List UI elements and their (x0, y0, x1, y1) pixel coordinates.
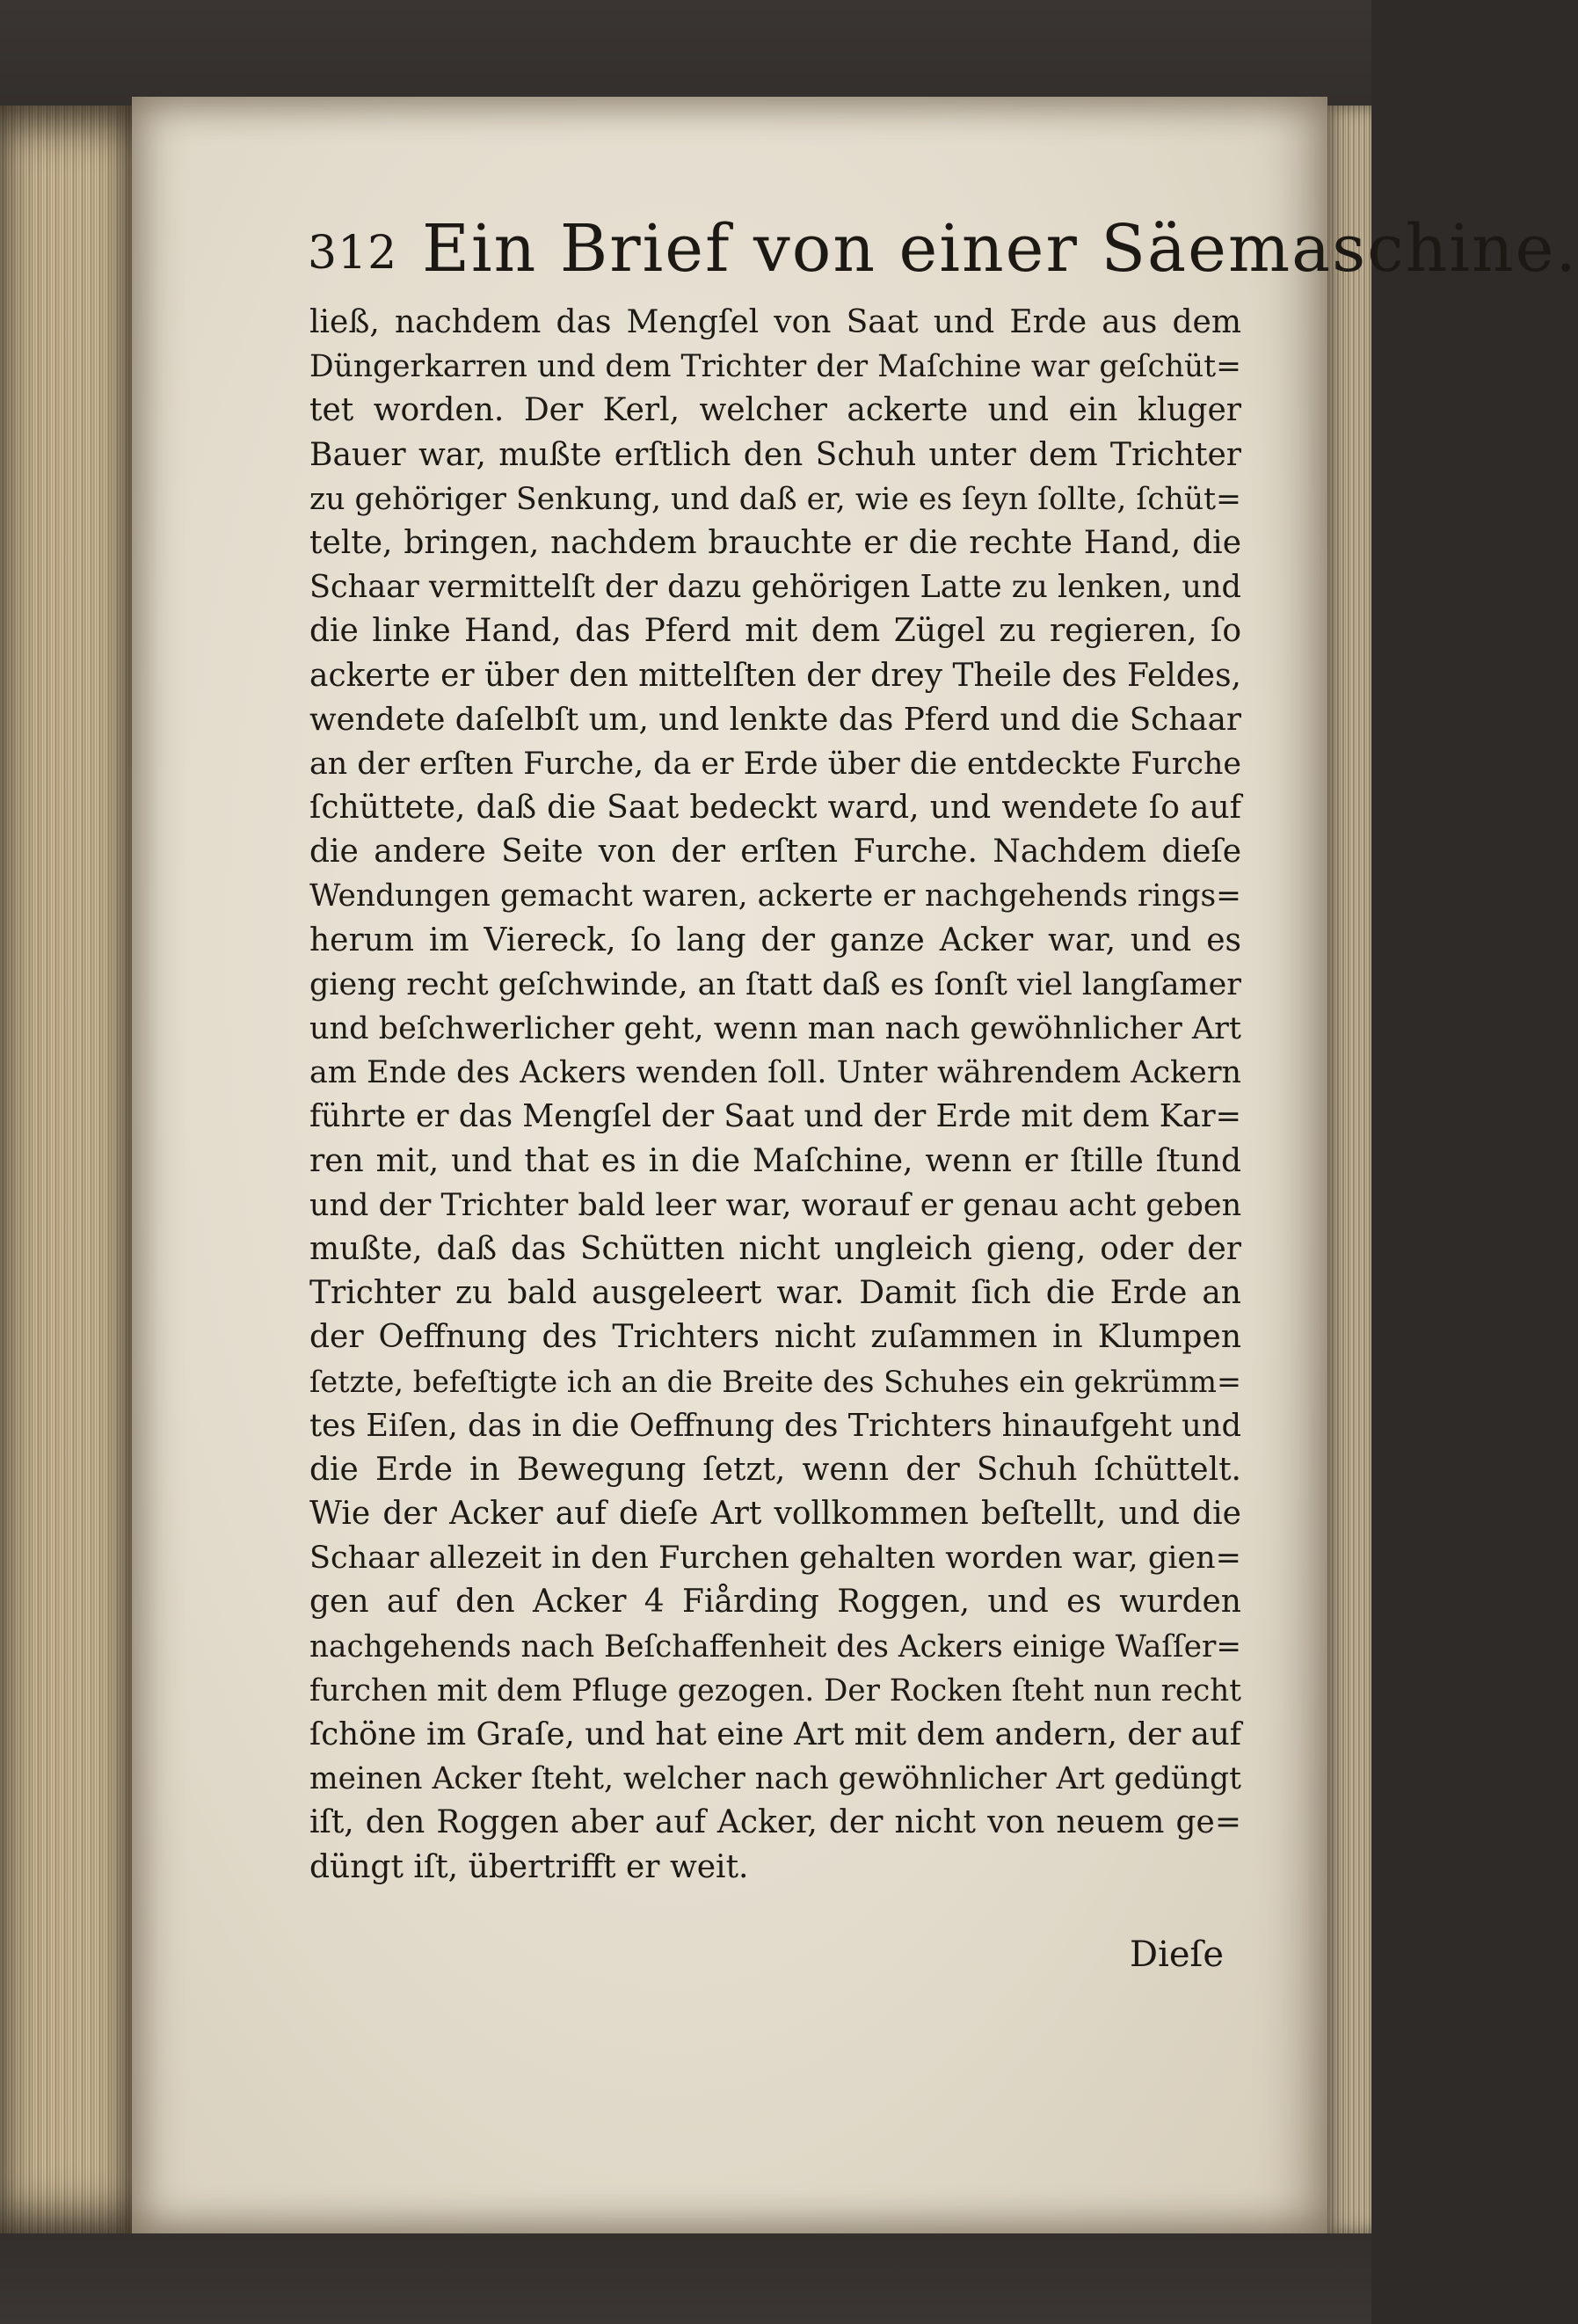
text-line: gieng recht geſchwinde, an ſtatt daß es ſonſt viel langſamer (309, 966, 1241, 1002)
text-line: an der erſten Furche, da er Erde über die entdeckte Furche (309, 746, 1241, 782)
text-line: am Ende des Ackers wenden ſoll. Unter währendem Ackern (309, 1055, 1241, 1091)
text-line: ließ, nachdem das Mengſel von Saat und Erde aus dem (309, 304, 1241, 340)
text-line: die linke Hand, das Pferd mit dem Zügel zu regieren, ſo (309, 613, 1241, 650)
text-line: ſetzte, befeſtigte ich an die Breite des Schuhes ein gekrümm= (309, 1364, 1241, 1399)
text-line: düngt iſt, übertrifft er weit. (309, 1848, 749, 1885)
text-line: und beſchwerlicher geht, wenn man nach gewöhnlicher Art (309, 1010, 1241, 1046)
text-line: furchen mit dem Pfluge gezogen. Der Rocken ſteht nun recht (309, 1672, 1241, 1708)
text-line: die andere Seite von der erſten Furche. Nachdem dieſe (309, 834, 1241, 871)
catchword: Dieſe (1130, 1934, 1225, 1975)
text-line: Schaar allezeit in den Furchen gehalten worden war, gien= (309, 1541, 1241, 1577)
text-line: iſt, den Roggen aber auf Acker, der nicht von neuem ge= (309, 1804, 1241, 1841)
text-line: nachgehends nach Beſchaffenheit des Ackers einige Waſſer= (309, 1628, 1241, 1665)
text-line: Wie der Acker auf dieſe Art vollkommen beſtellt, und die (309, 1496, 1241, 1533)
text-line: Schaar vermittelſt der dazu gehörigen Latte zu lenken, und (309, 569, 1241, 606)
text-line: Düngerkarren und dem Trichter der Maſchine war geſchüt= (309, 349, 1241, 385)
text-line: mußte, daß das Schütten nicht ungleich gieng, oder der (309, 1230, 1241, 1267)
text-line: telte, bringen, nachdem brauchte er die rechte Hand, die (309, 524, 1241, 561)
text-line: herum im Viereck, ſo lang der ganze Acker war, und es (309, 922, 1241, 958)
body-text (309, 301, 1241, 1890)
text-line: Wendungen gemacht waren, ackerte er nachgehends rings= (309, 878, 1241, 914)
page-number: 312 (308, 227, 398, 280)
text-line: ſchüttete, daß die Saat bedeckt ward, und wendete ſo auf (309, 790, 1241, 827)
running-title: Ein Brief von einer Säemaschine. (422, 211, 1578, 287)
text-line: gen auf den Acker 4 Fiårding Roggen, und es wurden (309, 1584, 1241, 1621)
book-page-edges-left (0, 106, 141, 2233)
text-line: wendete daſelbſt um, und lenkte das Pferd und die Schaar (309, 701, 1241, 738)
text-line: Bauer war, mußte erſtlich den Schuh unter dem Trichter (309, 436, 1241, 473)
text-line: Trichter zu bald ausgeleert war. Damit ſich die Erde an (309, 1275, 1241, 1312)
text-line: meinen Acker ſteht, welcher nach gewöhnlicher Art gedüngt (309, 1761, 1241, 1797)
text-line: der Oeffnung des Trichters nicht zuſammen in Klumpen (309, 1319, 1241, 1356)
page-header (308, 211, 1578, 299)
text-line: die Erde in Bewegung ſetzt, wenn der Schuh ſchüttelt. (309, 1451, 1241, 1488)
text-line: tes Eiſen, das in die Oeffnung des Trichters hinaufgeht und (309, 1407, 1241, 1444)
text-line: tet worden. Der Kerl, welcher ackerte und ein kluger (309, 392, 1241, 429)
text-line: führte er das Mengſel der Saat und der Erde mit dem Kar= (309, 1098, 1241, 1135)
text-line: und der Trichter bald leer war, worauf er genau acht geben (309, 1187, 1242, 1223)
text-line: ſchöne im Graſe, und hat eine Art mit dem andern, der auf (309, 1716, 1241, 1752)
text-line: ren mit, und that es in die Maſchine, wenn er ſtille ſtund (309, 1142, 1241, 1179)
text-line: ackerte er über den mittelſten der drey Theile des Feldes, (309, 657, 1241, 694)
text-line: zu gehöriger Senkung, und daß er, wie es ſeyn ſollte, ſchüt= (309, 481, 1241, 517)
